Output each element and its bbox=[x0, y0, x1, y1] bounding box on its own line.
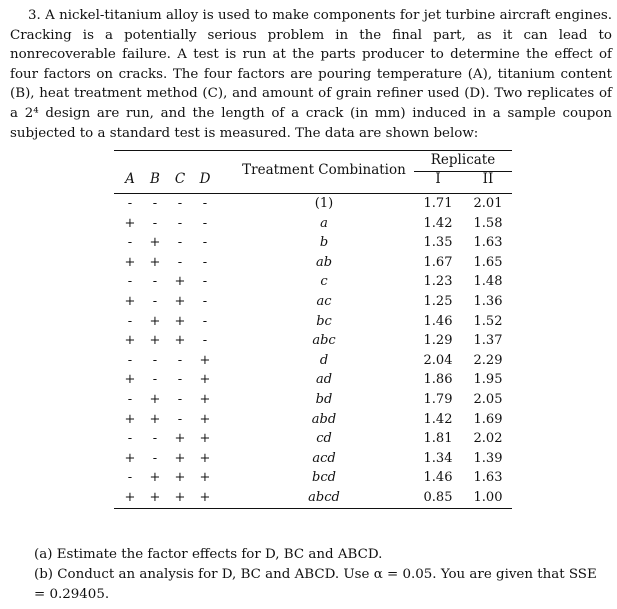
problem-statement bbox=[10, 6, 612, 143]
cell-treatment: a bbox=[320, 215, 328, 231]
cell-a: - bbox=[127, 352, 133, 368]
cell-b: + bbox=[149, 411, 161, 427]
cell-replicate-1: 1.29 bbox=[423, 333, 453, 349]
header-replicate-1: I bbox=[435, 171, 441, 187]
cell-replicate-2: 1.58 bbox=[473, 215, 503, 231]
cell-replicate-1: 1.34 bbox=[423, 450, 453, 466]
cell-b: - bbox=[152, 274, 158, 290]
cell-b: + bbox=[149, 470, 161, 486]
cell-replicate-2: 2.05 bbox=[473, 392, 503, 407]
cell-c: - bbox=[177, 392, 183, 407]
cell-treatment: d bbox=[319, 352, 329, 368]
cell-d: - bbox=[202, 235, 208, 251]
cell-replicate-2: 1.00 bbox=[473, 490, 503, 505]
cell-replicate-2: 1.63 bbox=[473, 470, 503, 486]
cell-c: - bbox=[177, 215, 183, 231]
cell-replicate-2: 1.69 bbox=[473, 411, 503, 427]
cell-d: - bbox=[202, 313, 208, 329]
cell-c: + bbox=[174, 431, 186, 447]
cell-treatment: bd bbox=[315, 392, 333, 407]
question-b: (b) Conduct an analysis for D, BC and ABCD. Use α = 0.05. You are given that SSE = 0.29405. bbox=[34, 567, 597, 602]
table-top-rule bbox=[114, 150, 512, 151]
cell-replicate-1: 1.86 bbox=[423, 372, 453, 388]
cell-treatment: ab bbox=[315, 254, 333, 270]
cell-replicate-1: 1.25 bbox=[423, 294, 453, 309]
cell-treatment: abc bbox=[312, 333, 336, 349]
cell-a: - bbox=[127, 392, 133, 407]
cell-replicate-1: 1.71 bbox=[423, 196, 453, 211]
cell-c: - bbox=[177, 352, 183, 368]
header-replicate-2: II bbox=[482, 171, 494, 187]
header-treatment-combination: Treatment Combination bbox=[242, 162, 406, 178]
cell-d: + bbox=[199, 392, 211, 407]
cell-c: - bbox=[177, 411, 183, 427]
header-b: B bbox=[150, 171, 160, 187]
cell-d: + bbox=[199, 490, 211, 505]
cell-c: + bbox=[174, 294, 186, 309]
cell-treatment: acd bbox=[312, 450, 336, 466]
cell-c: - bbox=[177, 235, 183, 251]
cell-a: - bbox=[127, 235, 133, 251]
header-replicate: Replicate bbox=[430, 152, 496, 168]
cell-replicate-2: 1.48 bbox=[473, 274, 503, 290]
cell-c: - bbox=[177, 372, 183, 388]
cell-d: - bbox=[202, 294, 208, 309]
cell-replicate-2: 1.52 bbox=[473, 313, 503, 329]
cell-c: + bbox=[174, 274, 186, 290]
cell-b: + bbox=[149, 313, 161, 329]
cell-treatment: b bbox=[319, 235, 329, 251]
header-c: C bbox=[174, 171, 186, 187]
cell-d: - bbox=[202, 333, 208, 349]
cell-b: - bbox=[152, 294, 158, 309]
cell-replicate-2: 1.36 bbox=[473, 294, 503, 309]
cell-a: - bbox=[127, 431, 133, 447]
cell-replicate-2: 1.39 bbox=[473, 450, 503, 466]
cell-replicate-1: 1.42 bbox=[423, 215, 453, 231]
cell-d: - bbox=[202, 274, 208, 290]
cell-b: - bbox=[152, 196, 158, 211]
cell-d: + bbox=[199, 470, 211, 486]
cell-d: + bbox=[199, 431, 211, 447]
cell-replicate-2: 1.63 bbox=[473, 235, 503, 251]
cell-a: - bbox=[127, 313, 133, 329]
cell-c: + bbox=[174, 490, 186, 505]
cell-replicate-1: 1.46 bbox=[423, 470, 453, 486]
cell-c: - bbox=[177, 196, 183, 211]
cell-a: + bbox=[124, 411, 136, 427]
cell-replicate-1: 1.46 bbox=[423, 313, 453, 329]
question-a: (a) Estimate the factor effects for D, BC and ABCD. bbox=[34, 547, 383, 562]
cell-c: - bbox=[177, 254, 183, 270]
table-header-rule bbox=[114, 193, 512, 194]
cell-a: + bbox=[124, 372, 136, 388]
cell-c: + bbox=[174, 450, 186, 466]
cell-b: - bbox=[152, 352, 158, 368]
questions bbox=[10, 545, 610, 605]
cell-d: - bbox=[202, 254, 208, 270]
cell-d: + bbox=[199, 450, 211, 466]
cell-treatment: cd bbox=[316, 431, 332, 447]
cell-a: + bbox=[124, 215, 136, 231]
header-a: A bbox=[125, 171, 135, 187]
cell-d: + bbox=[199, 352, 211, 368]
cell-d: + bbox=[199, 411, 211, 427]
cell-a: + bbox=[124, 294, 136, 309]
cell-b: + bbox=[149, 333, 161, 349]
cell-d: - bbox=[202, 215, 208, 231]
cell-a: + bbox=[124, 333, 136, 349]
header-d: D bbox=[199, 171, 211, 187]
cell-b: + bbox=[149, 235, 161, 251]
cell-replicate-2: 2.02 bbox=[473, 431, 503, 447]
cell-replicate-2: 1.65 bbox=[473, 254, 503, 270]
cell-replicate-1: 1.35 bbox=[423, 235, 453, 251]
cell-treatment: abd bbox=[311, 411, 337, 427]
cell-b: - bbox=[152, 431, 158, 447]
cell-c: + bbox=[174, 333, 186, 349]
cell-replicate-1: 0.85 bbox=[423, 490, 453, 505]
cell-replicate-2: 2.01 bbox=[473, 196, 503, 211]
cell-treatment: ac bbox=[316, 294, 332, 309]
cell-b: - bbox=[152, 372, 158, 388]
cell-treatment: bcd bbox=[312, 470, 336, 486]
cell-b: - bbox=[152, 215, 158, 231]
problem-paragraph: 3. A nickel-titanium alloy is used to make components for jet turbine aircraft engines. Cracking is a potentially serious problem in the final part, as it can lead to nonrecoverable failure. A test is run at the parts producer to determine the effect of four factors on cracks. The four factors are pouring temperature (A), titanium content (B), heat treatment method (C), and amount of grain refiner used (D). Two replicates of a 2⁴ design are run, and the length of a crack (in mm) induced in a sample coupon subjected to a standard test is measured. The data are shown below: bbox=[10, 8, 612, 141]
cell-treatment: ad bbox=[315, 372, 333, 388]
cell-a: - bbox=[127, 470, 133, 486]
cell-a: - bbox=[127, 274, 133, 290]
cell-a: + bbox=[124, 254, 136, 270]
cell-replicate-1: 1.23 bbox=[423, 274, 453, 290]
cell-replicate-1: 1.67 bbox=[423, 254, 453, 270]
cell-replicate-1: 1.42 bbox=[423, 411, 453, 427]
cell-b: + bbox=[149, 490, 161, 505]
cell-treatment: c bbox=[320, 274, 328, 290]
cell-b: + bbox=[149, 392, 161, 407]
cell-b: + bbox=[149, 254, 161, 270]
cell-replicate-1: 1.79 bbox=[423, 392, 453, 407]
cell-replicate-2: 1.95 bbox=[473, 372, 503, 388]
cell-a: - bbox=[127, 196, 133, 211]
cell-treatment: abcd bbox=[308, 490, 340, 505]
table-bottom-rule bbox=[114, 508, 512, 509]
cell-replicate-1: 1.81 bbox=[423, 431, 453, 447]
cell-d: - bbox=[202, 196, 208, 211]
cell-replicate-1: 2.04 bbox=[423, 352, 453, 368]
cell-a: + bbox=[124, 490, 136, 505]
cell-c: + bbox=[174, 313, 186, 329]
cell-treatment: bc bbox=[316, 313, 332, 329]
cell-b: - bbox=[152, 450, 158, 466]
cell-replicate-2: 2.29 bbox=[473, 352, 503, 368]
cell-treatment: (1) bbox=[314, 196, 334, 211]
cell-a: + bbox=[124, 450, 136, 466]
cell-d: + bbox=[199, 372, 211, 388]
cell-c: + bbox=[174, 470, 186, 486]
cell-replicate-2: 1.37 bbox=[473, 333, 503, 349]
